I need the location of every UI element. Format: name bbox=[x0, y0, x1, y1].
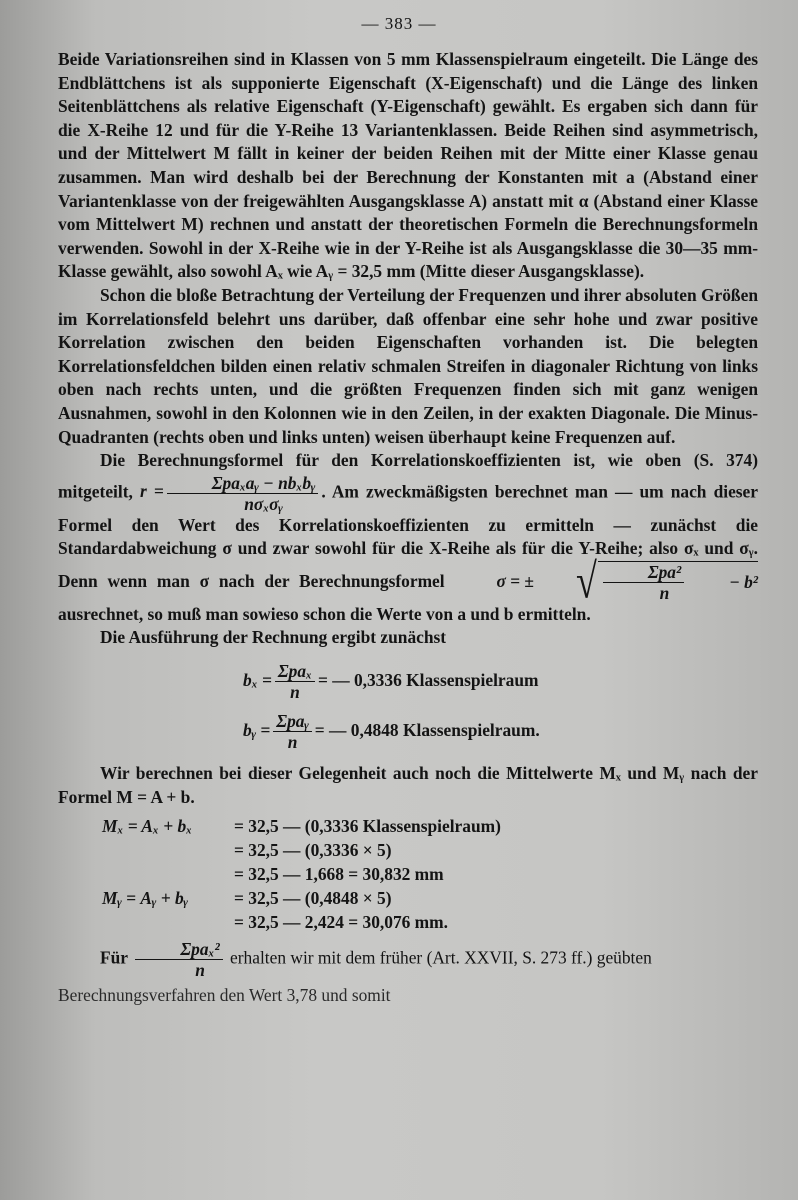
sigma-formula bbox=[454, 554, 758, 610]
bx-lhs: bₓ = bbox=[243, 670, 272, 691]
paragraph-4: Die Ausführung der Rechnung ergibt zunächst bbox=[100, 627, 447, 648]
mean-calculation bbox=[102, 815, 758, 935]
calc-row bbox=[102, 911, 758, 935]
paragraph-3-text-c: ausrechnet, so muß man sowieso schon die Werte von a und b ermitteln. bbox=[58, 603, 591, 624]
sigma-radicand bbox=[598, 561, 758, 603]
by-rhs: = — 0,4848 Klassenspielraum. bbox=[314, 720, 540, 741]
sigma-formula-tail: − b² bbox=[729, 571, 758, 592]
b-equations bbox=[243, 656, 758, 756]
sum-square-fraction bbox=[135, 939, 222, 980]
paragraph-5: Wir berechnen bei dieser Gelegenheit auch noch die Mittelwerte Mₓ und Mᵧ nach der Formel M = A + b. bbox=[58, 763, 758, 807]
bx-denominator: n bbox=[290, 681, 300, 702]
sum-square-numerator: Σpaₓ² bbox=[135, 939, 222, 960]
correlation-formula-lhs: r = bbox=[139, 481, 164, 502]
calc-lhs: Mₓ = Aₓ + bₓ bbox=[102, 816, 193, 837]
sigma-fraction bbox=[603, 562, 684, 603]
calc-row bbox=[102, 863, 758, 887]
paragraph-6-last-line: Berechnungsverfahren den Wert 3,78 und somit bbox=[58, 985, 391, 1006]
square-root-icon: √ bbox=[575, 554, 597, 610]
calc-rhs: = 32,5 — (0,4848 × 5) bbox=[234, 888, 392, 909]
paragraph-6 bbox=[58, 939, 758, 980]
calc-row bbox=[102, 815, 758, 839]
paragraph-6-text-b: erhalten wir mit dem früher (Art. XXVII, S. 273 ff.) geübten bbox=[230, 947, 652, 968]
page-number: — 383 — bbox=[361, 14, 437, 33]
correlation-formula bbox=[139, 472, 321, 514]
paragraph-1: Beide Variationsreihen sind in Klassen von 5 mm Klassenspielraum eingeteilt. Die Länge des Endblättchens ist als supponierte Eigenschaft (X-Eigenschaft) und die Länge des linken Seitenblättchens als relative Eigenschaft (Y-Eigenschaft) gewählt. Es ergaben sich dann für die X-Reihe 12 und für die Y-Reihe 13 Variantenklassen. Beide Reihen sind asymmetrisch, und der Mittelwert M fällt in keiner der beiden Reihen mit der Mitte einer Klasse genau zusammen. Man wird deshalb bei der Berechnung der Konstanten mit a (Abstand einer Variantenklasse von der freigewählten Ausgangsklasse A) anstatt mit α (Abstand einer Klasse vom Mittelwert M) rechnen und anstatt der theoretischen Formeln die Berechnungsformeln verwenden. Sowohl in der X-Reihe wie in der Y-Reihe ist als Ausgangsklasse die 30—35 mm-Klasse gewählt, also sowohl Aₓ wie Aᵧ = 32,5 mm (Mitte dieser Ausgangsklasse). bbox=[58, 49, 758, 282]
sigma-numerator: Σpa² bbox=[603, 562, 684, 583]
calc-rhs: = 32,5 — 1,668 = 30,832 mm bbox=[234, 864, 444, 885]
calc-row bbox=[102, 887, 758, 911]
calc-lhs: Mᵧ = Aᵧ + bᵧ bbox=[102, 888, 188, 909]
by-denominator: n bbox=[287, 731, 298, 752]
calc-row bbox=[102, 839, 758, 863]
sigma-formula-lhs: σ = ± bbox=[496, 571, 534, 592]
paragraph-3 bbox=[58, 449, 758, 626]
by-equation bbox=[243, 706, 758, 756]
bx-rhs: = — 0,3336 Klassenspielraum bbox=[317, 670, 539, 691]
bx-numerator: Σpaₓ bbox=[275, 661, 315, 682]
calc-rhs: = 32,5 — (0,3336 Klassenspielraum) bbox=[234, 816, 501, 837]
bx-fraction bbox=[275, 661, 315, 702]
by-lhs: bᵧ = bbox=[243, 720, 271, 741]
paragraph-6-text-a: Für bbox=[100, 947, 129, 968]
correlation-fraction bbox=[167, 473, 319, 514]
sigma-denominator: n bbox=[659, 582, 670, 603]
by-fraction bbox=[273, 711, 312, 752]
by-numerator: Σpaᵧ bbox=[273, 711, 312, 732]
sum-square-denominator: n bbox=[195, 960, 205, 981]
correlation-denominator: nσₓσᵧ bbox=[244, 493, 283, 514]
page-body bbox=[58, 48, 758, 1008]
paragraph-2: Schon die bloße Betrachtung der Verteilung der Frequenzen und ihrer absoluten Größen im Korrelationsfeld belehrt uns darüber, daß offenbar eine sehr hohe und zwar positive Korrelation zwischen den beiden Eigenschaften vorhanden ist. Die belegten Korrelationsfeldchen bilden einen relativ schmalen Streifen in diagonaler Richtung von links oben nach rechts unten, und die größten Frequenzen finden sich mit ganz wenigen Ausnahmen, sowohl in den Kolonnen wie in den Zeilen, in der exakten Diagonale. Die Minus-Quadranten (rechts oben und links unten) weisen überhaupt keine Frequenzen auf. bbox=[58, 284, 758, 447]
calc-rhs: = 32,5 — (0,3336 × 5) bbox=[234, 840, 392, 861]
paragraph-3-text-a: Die Berechnungsformel für den Korrelationskoeffizienten ist, wie oben (S. 374) mitgeteilt, bbox=[58, 450, 758, 502]
paragraph-3-text-b: . Am zweckmäßigsten berechnet man — um nach dieser Formel den Wert des Korrelationskoeffizienten zu ermitteln — zunächst die Standardabweichung σ und zwar sowohl für die X-Reihe als für die Y-Reihe; also σₓ und σᵧ. Denn wenn man σ nach der Berechnungsformel bbox=[58, 481, 758, 592]
bx-equation bbox=[243, 656, 758, 706]
calc-rhs: = 32,5 — 2,424 = 30,076 mm. bbox=[234, 912, 449, 933]
correlation-numerator: Σpaₓaᵧ − nbₓbᵧ bbox=[167, 473, 319, 494]
